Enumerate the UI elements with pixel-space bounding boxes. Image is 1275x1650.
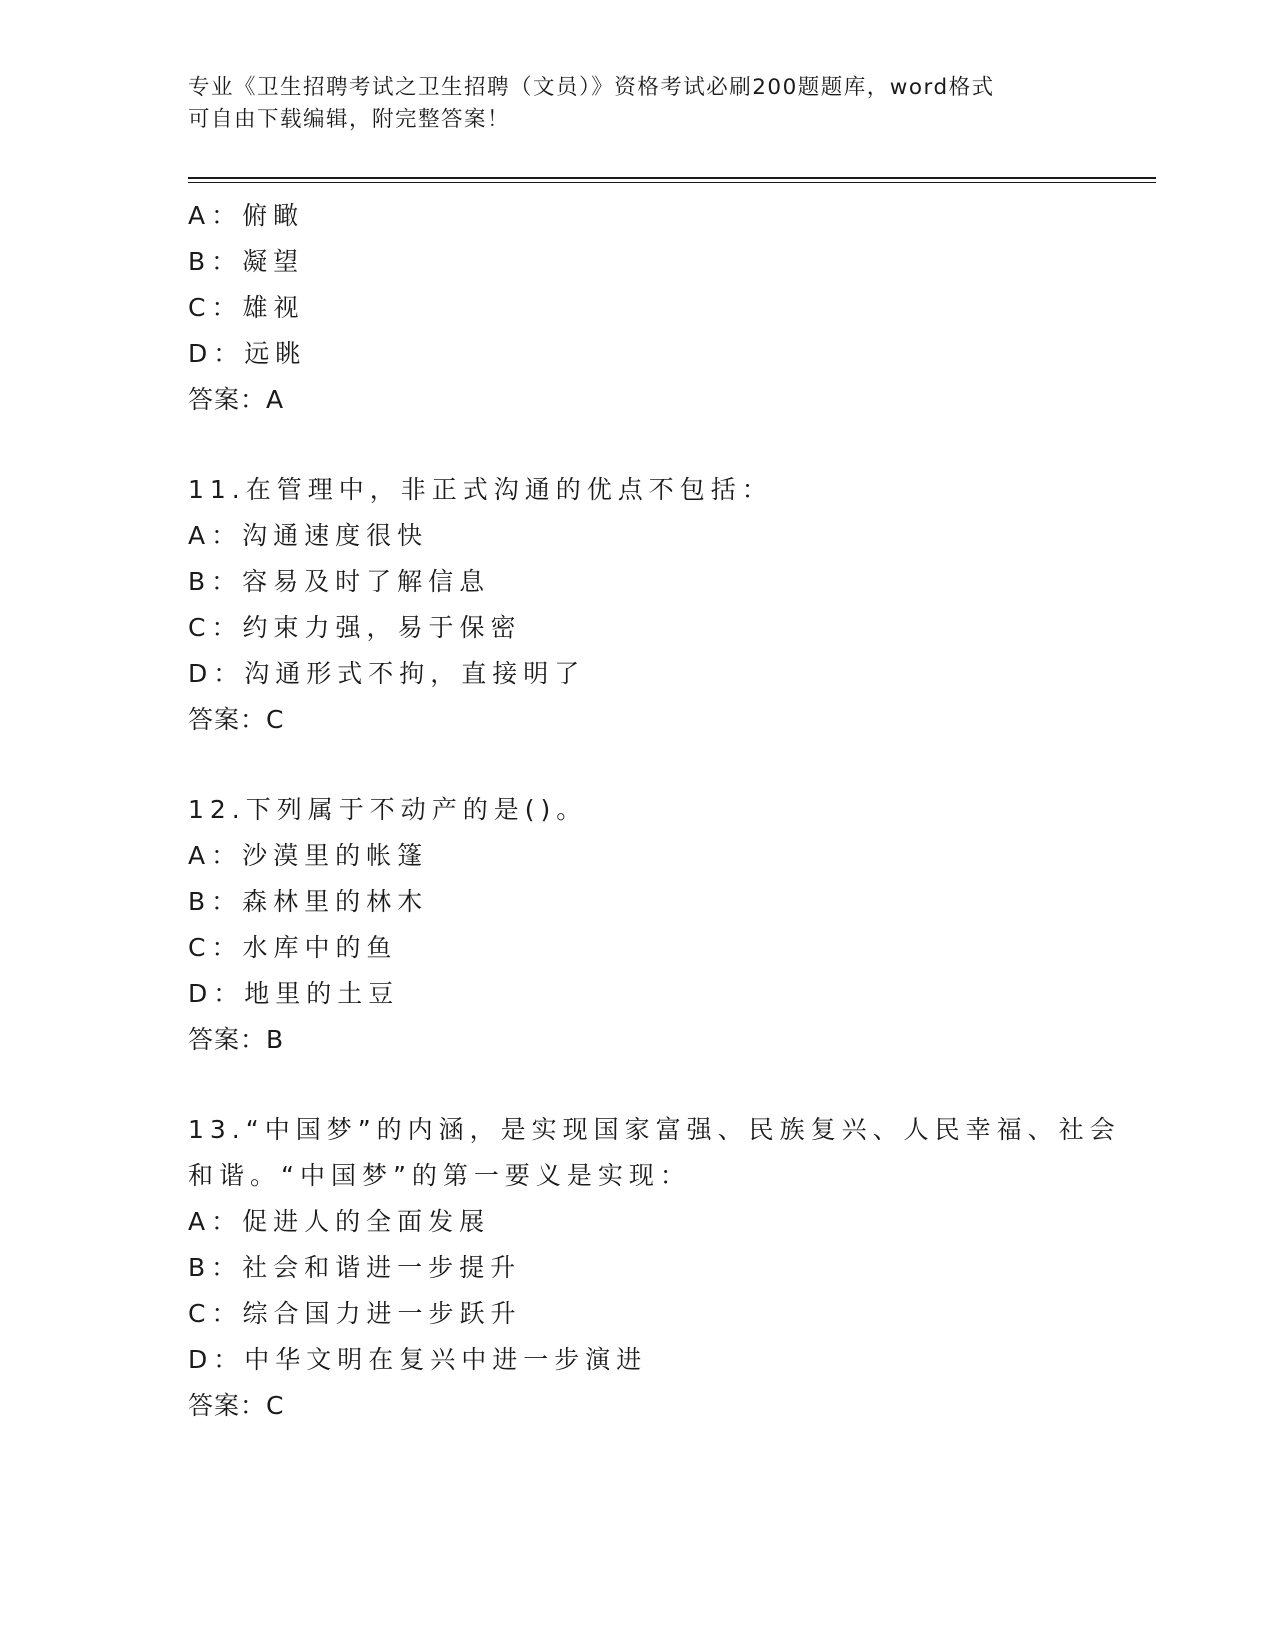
question-stem-line-2: 和谐。“中国梦”的第一要义是实现： <box>188 1161 691 1190</box>
option-a: A：沟通速度很快 <box>188 521 429 550</box>
answer-line: 答案：A <box>188 385 285 414</box>
question-block-10-tail <box>188 193 1148 423</box>
option-c: C：水库中的鱼 <box>188 933 398 962</box>
question-block-13 <box>188 1107 1148 1429</box>
option-b: B：容易及时了解信息 <box>188 567 491 596</box>
option-c: C：雄视 <box>188 293 305 322</box>
question-gap <box>188 743 1148 787</box>
document-header <box>188 72 1068 136</box>
option-d: D：沟通形式不拘，直接明了 <box>188 659 586 688</box>
question-gap <box>188 1063 1148 1107</box>
option-b: B：凝望 <box>188 247 305 276</box>
question-stem: 12.下列属于不动产的是()。 <box>188 795 588 824</box>
option-b: B：社会和谐进一步提升 <box>188 1253 522 1282</box>
answer-line: 答案：C <box>188 705 285 734</box>
question-stem-line-1: 13.“中国梦”的内涵，是实现国家富强、民族复兴、人民幸福、社会 <box>188 1115 1121 1144</box>
option-d: D：远眺 <box>188 339 307 368</box>
option-c: C：综合国力进一步跃升 <box>188 1299 522 1328</box>
answer-line: 答案：C <box>188 1391 285 1420</box>
option-a: A：促进人的全面发展 <box>188 1207 491 1236</box>
option-b: B：森林里的林木 <box>188 887 429 916</box>
answer-line: 答案：B <box>188 1025 285 1054</box>
question-block-12 <box>188 787 1148 1063</box>
option-a: A：俯瞰 <box>188 201 305 230</box>
header-divider-thick <box>188 177 1156 179</box>
header-line-1: 专业《卫生招聘考试之卫生招聘（文员）》资格考试必刷200题题库，word格式 <box>188 75 995 100</box>
header-line-2: 可自由下载编辑，附完整答案！ <box>188 107 511 132</box>
question-block-11 <box>188 467 1148 743</box>
option-a: A：沙漠里的帐篷 <box>188 841 429 870</box>
question-content <box>188 193 1148 1429</box>
option-d: D：地里的土豆 <box>188 979 400 1008</box>
header-divider-thin <box>188 182 1156 183</box>
question-gap <box>188 423 1148 467</box>
option-d: D：中华文明在复兴中进一步演进 <box>188 1345 648 1374</box>
option-c: C：约束力强，易于保密 <box>188 613 522 642</box>
question-stem: 11.在管理中，非正式沟通的优点不包括： <box>188 475 773 504</box>
